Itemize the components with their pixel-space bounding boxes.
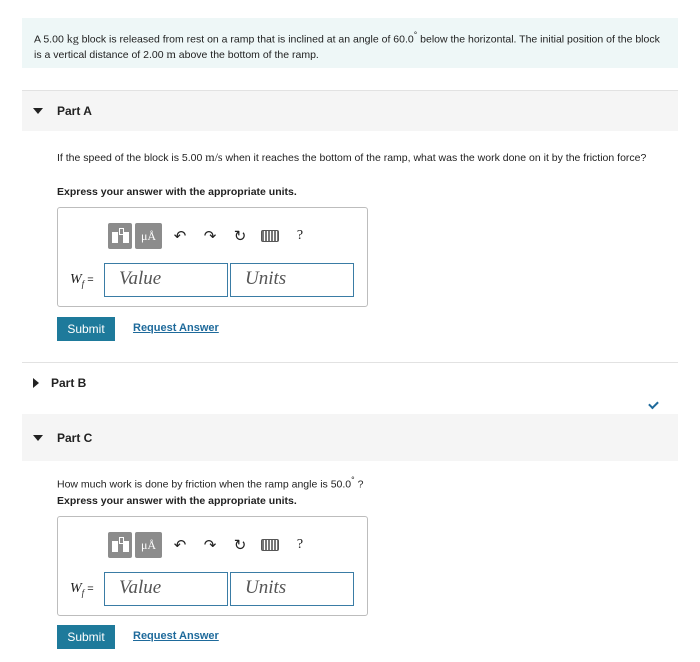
keyboard-icon[interactable] [255, 532, 285, 558]
request-answer-link[interactable]: Request Answer [133, 630, 219, 642]
value-input[interactable]: Value [104, 572, 228, 606]
part-c-instruction: Express your answer with the appropriate units. [57, 495, 297, 507]
part-b-title: Part B [51, 376, 87, 390]
keyboard-icon[interactable] [255, 223, 285, 249]
redo-icon[interactable]: ↷ [203, 537, 217, 554]
part-c-answer-box [57, 516, 368, 616]
reset-icon[interactable]: ↻ [233, 228, 247, 245]
caret-down-icon [33, 108, 43, 114]
symbols-icon[interactable]: μÅ [135, 532, 162, 558]
submit-button[interactable]: Submit [57, 317, 115, 341]
part-a-instruction: Express your answer with the appropriate units. [57, 186, 297, 198]
templates-icon[interactable] [108, 223, 132, 249]
part-c-question: How much work is done by friction when the ramp angle is 50.0° ? [57, 475, 364, 491]
caret-down-icon [33, 435, 43, 441]
math-toolbar [108, 222, 315, 250]
undo-icon[interactable]: ↶ [173, 537, 187, 554]
part-a-question: If the speed of the block is 5.00 m/s when it reaches the bottom of the ramp, what was the work done on it by the friction force? [57, 150, 647, 164]
templates-icon[interactable] [108, 532, 132, 558]
part-c-title: Part C [57, 430, 93, 445]
submit-button[interactable]: Submit [57, 625, 115, 649]
redo-icon[interactable]: ↷ [203, 228, 217, 245]
request-answer-link[interactable]: Request Answer [133, 322, 219, 334]
part-a-title: Part A [57, 104, 92, 118]
help-icon[interactable]: ? [296, 228, 304, 243]
variable-label: $W_f$ = [70, 581, 94, 598]
math-toolbar [108, 531, 315, 559]
part-a-header[interactable] [22, 91, 678, 131]
problem-statement: A 5.00 kg block is released from rest on a ramp that is inclined at an angle of 60.0° below the horizontal. The initial position of the block is a vertical distance of 2.00 m above the bottom of the ramp. [22, 18, 678, 68]
reset-icon[interactable]: ↻ [233, 537, 247, 554]
value-input[interactable]: Value [104, 263, 228, 297]
part-b-header[interactable] [22, 363, 678, 403]
symbols-icon[interactable]: μÅ [135, 223, 162, 249]
units-input[interactable]: Units [230, 572, 354, 606]
undo-icon[interactable]: ↶ [173, 228, 187, 245]
variable-label: $W_f$ = [70, 272, 94, 289]
units-input[interactable]: Units [230, 263, 354, 297]
part-a-answer-box [57, 207, 368, 307]
part-c-header[interactable] [22, 414, 678, 461]
caret-right-icon [33, 378, 39, 388]
help-icon[interactable]: ? [296, 537, 304, 552]
